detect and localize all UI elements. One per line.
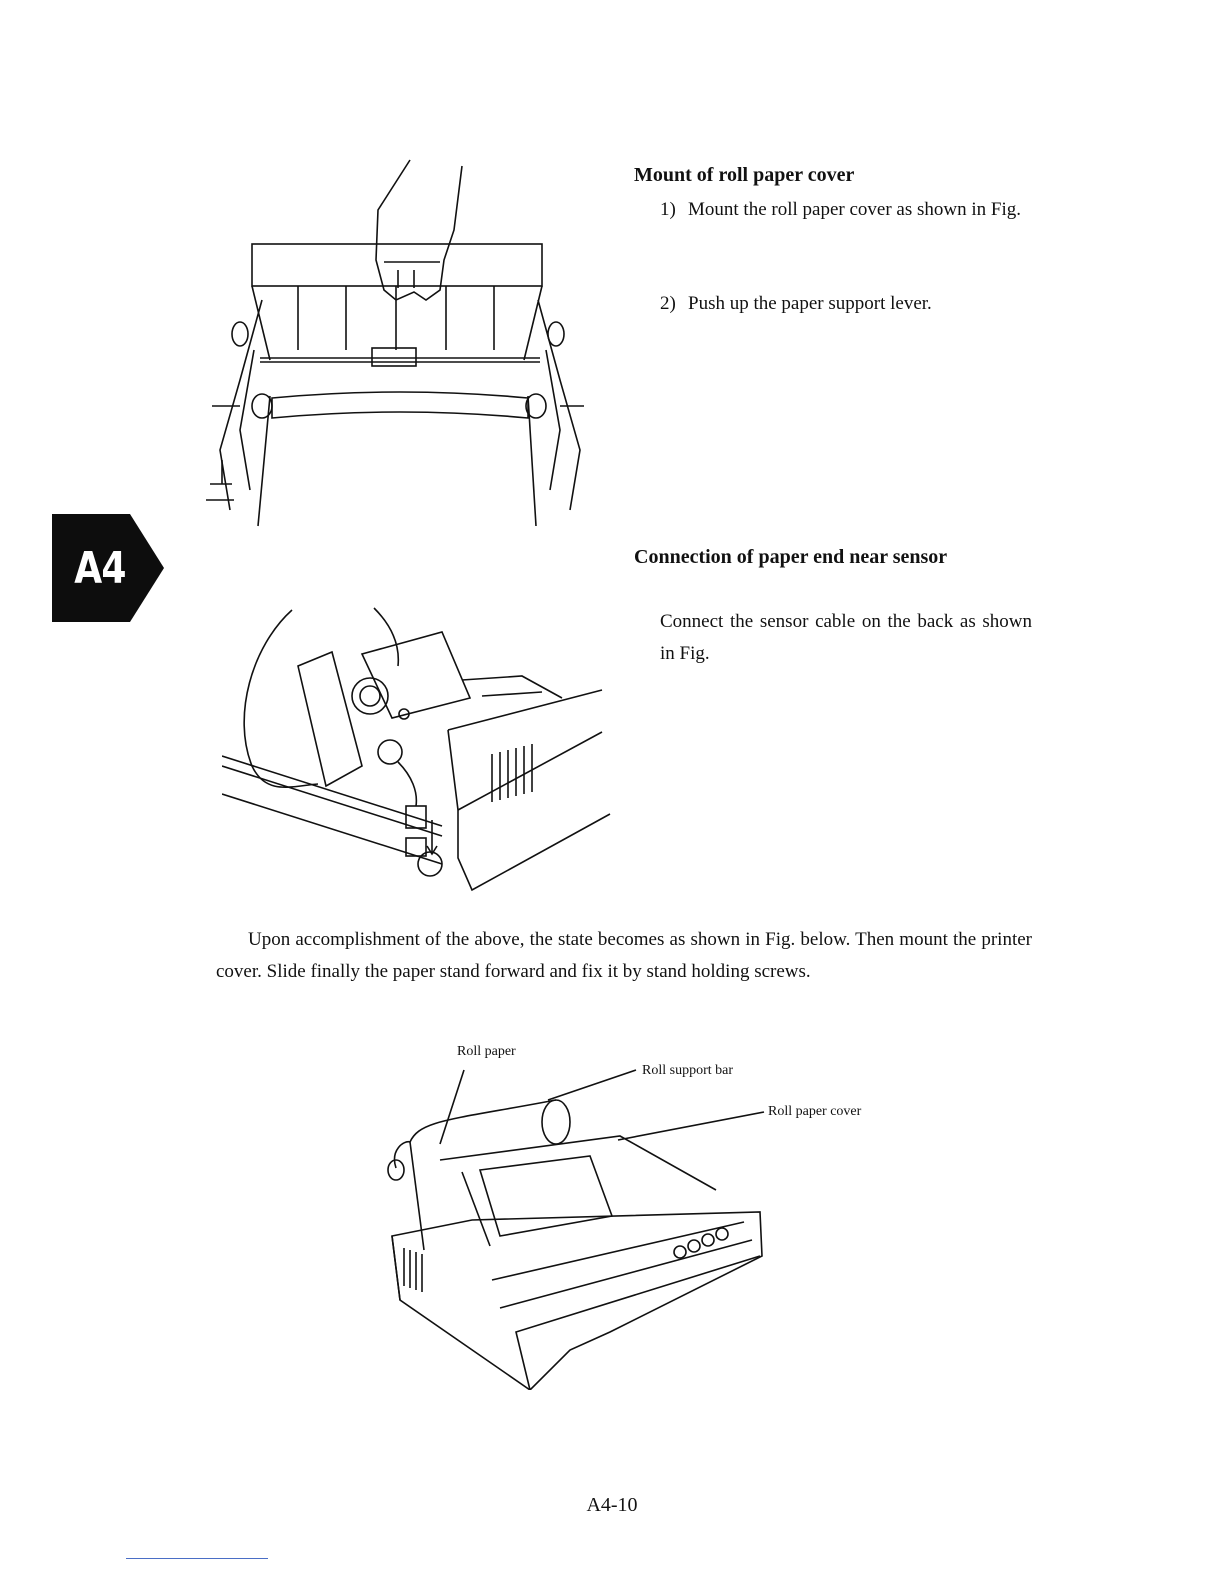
label-roll-paper: Roll paper <box>457 1044 516 1059</box>
section-title-mount-cover: Mount of roll paper cover <box>634 164 855 186</box>
section-tab-label: A4 <box>74 542 126 594</box>
step-text: Mount the roll paper cover as shown in Fig. <box>688 199 1021 220</box>
section-tab-marker <box>52 514 164 622</box>
step-number: 1) <box>660 199 676 220</box>
figure-mount-roll-paper-cover <box>200 150 600 530</box>
step-text: Push up the paper support lever. <box>688 293 932 314</box>
figure-sensor-cable-connection <box>222 606 612 896</box>
figure-printer-overview <box>380 1060 780 1390</box>
label-roll-support-bar: Roll support bar <box>642 1063 733 1078</box>
mount-step-2 <box>660 288 1032 320</box>
footer-divider <box>126 1558 268 1559</box>
page-number: A4-10 <box>586 1494 638 1516</box>
label-roll-paper-cover: Roll paper cover <box>768 1104 862 1119</box>
completion-paragraph: Upon accomplishment of the above, the state becomes as shown in Fig. below. Then mount the printer cover. Slide finally the paper stand forward and fix it by stand holding screws. <box>216 929 1032 982</box>
step-number: 2) <box>660 293 676 314</box>
section-title-sensor-connection: Connection of paper end near sensor <box>634 546 948 568</box>
sensor-instruction: Connect the sensor cable on the back as shown in Fig. <box>660 611 1032 664</box>
mount-step-1 <box>660 194 1032 226</box>
